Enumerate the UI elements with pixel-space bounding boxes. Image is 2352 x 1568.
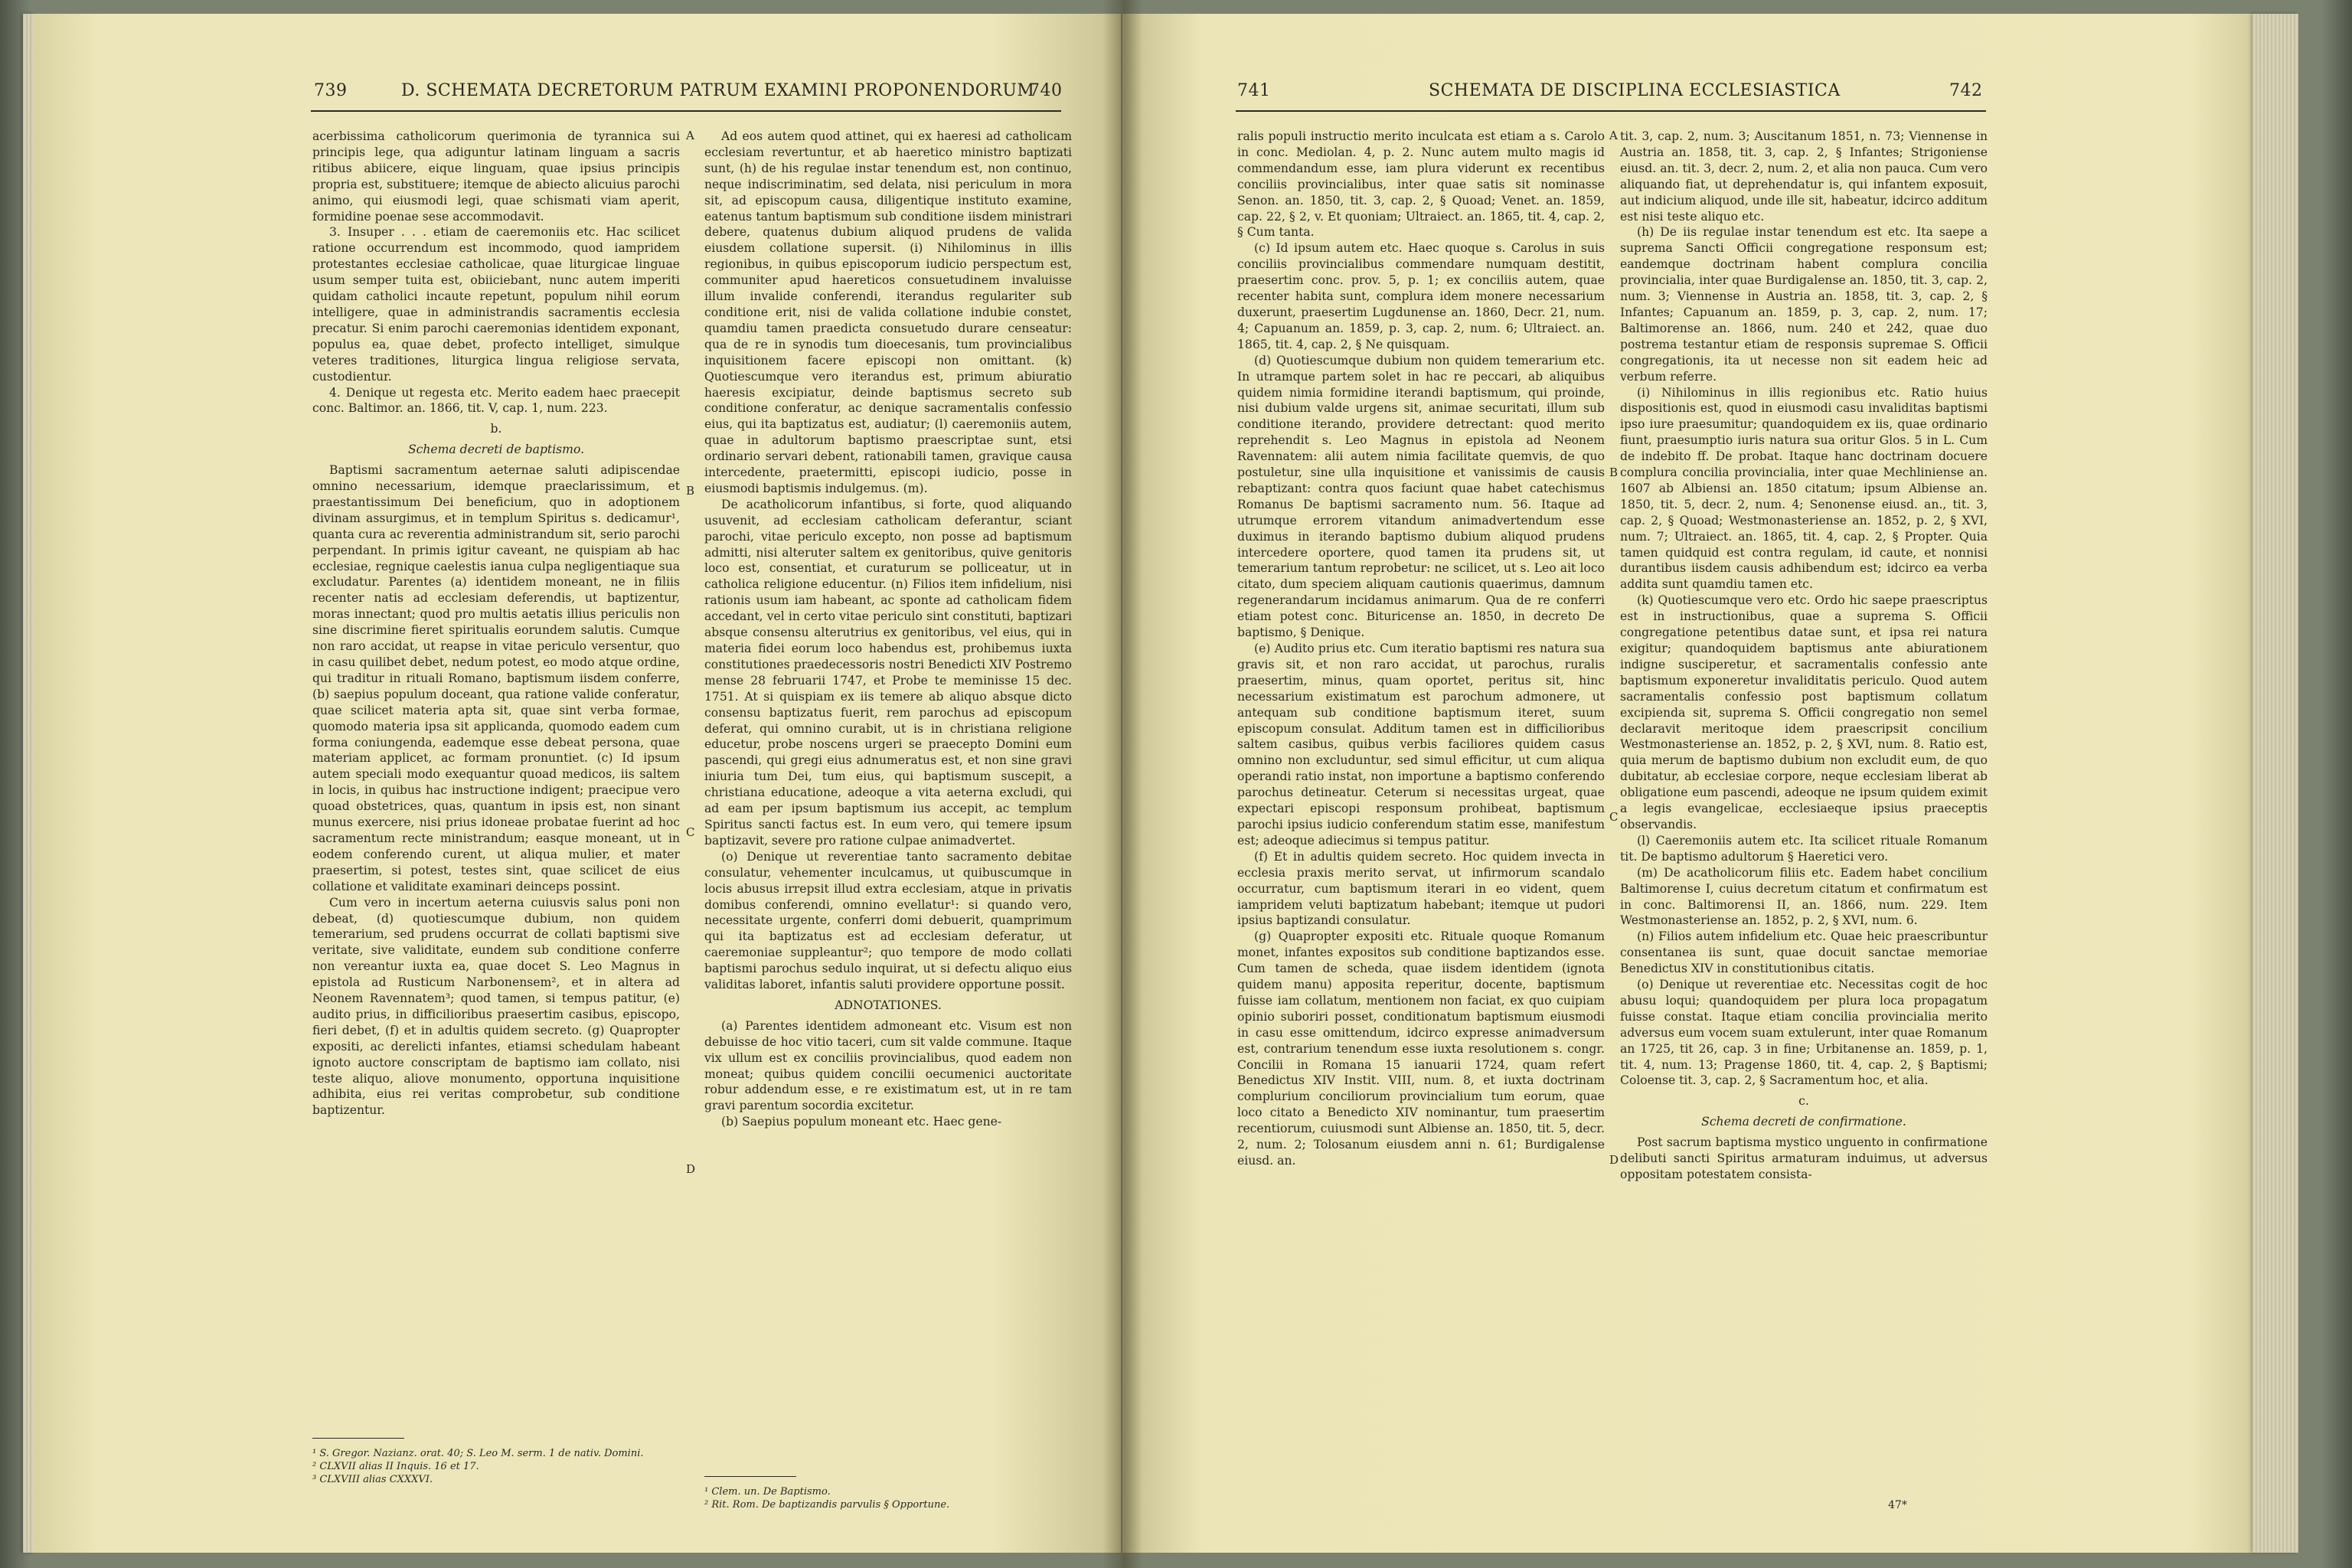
paragraph: Post sacrum baptisma mystico unguento in confirmatione delibuti sancti Spiritus armaturam induimus, ut adversus oppositam potestatem consista- (1620, 1135, 1988, 1181)
right-page-edges (2252, 14, 2298, 1553)
signature-mark: 47* (1888, 1499, 1907, 1511)
left-page-column-1 (312, 129, 680, 1119)
paragraph: (k) Quotiescumque vero etc. Ordo hic saepe praescriptus est in instructionibus, quae a suprema S. Officii congregatione petentibus datae sunt, et ipsa rei natura exigitur; quandoquidem baptismus ante abiurationem indigne susciperetur, et sacramentalis confessio ante baptismum exponeretur invaliditatis periculo. Quod autem sacramentalis confessio post baptismum collatum excipienda sit, suprema S. Officii congregatio non semel declaravit meritoque idem praescripsit concilium Westmonasteriense an. 1852, p. 2, § XVI, num. 8. Ratio est, quia merum de baptismo dubium non excludit eum, de quo dubitatur, ab ecclesiae corpore, neque ecclesiam liberat ab obligatione eum pascendi, adeoque ne ipsum quidem eximit a legis evangelicae, ecclesiaeque ipsius praeceptis observandis. (1620, 593, 1988, 831)
section-heading: ADNOTATIONES. (835, 998, 942, 1012)
paragraph: (g) Quapropter expositi etc. Rituale quoque Romanum monet, infantes expositos sub conditione baptizandos esse. Cum tamen de scheda, quae iisdem identidem (ignota quidem manu) apposita reperitur, docente, baptismum fuisse iam collatum, mentionem non faciat, ex quo cuipiam opinio suboriri posset, conditionatum baptismum eiusmodi in casu esse omittendum, idcirco expresse animadversum est, contrarium tenendum esse iuxta resolutionem s. congr. Concilii in Romana 15 ianuarii 1724, quam refert Benedictus XIV Instit. VIII, num. 8, et iuxta doctrinam complurium conciliorum provincialium tum eorum, quae loco citato a Benedicto XIV nominantur, tum praesertim recentiorum, cuiusmodi sunt Albiense an. 1850, tit. 5, decr. 2, num. 2; Tolosanum eiusdem anni n. 61; Burdigalense eiusd. an. (1237, 929, 1605, 1168)
right-page-running-title: SCHEMATA DE DISCIPLINA ECCLESIASTICA (1429, 81, 1841, 100)
right-page-column-number: 742 (1949, 81, 1983, 100)
paragraph: Baptismi sacramentum aeternae saluti adipiscendae omnino necessarium, idemque praeclarissimum, et praestantissimum Dei beneficium, quo in adoptionem divinam assurgimus, et in templum Spiritus s. dedicamur¹, quanta cura ac reverentia administrandum sit, serio parochi perpendant. In primis igitur caveant, ne quispiam ab hac ecclesiae, regnique caelestis ianua culpa negligentiaque sua excludatur. Parentes (a) identidem moneant, ne in filiis recenter natis ad ecclesiam deferendis, ut baptizentur, moras innectant; quod pro multis aetatis illius periculis non sine discrimine fieret spiritualis eorundem salutis. Cumque non raro accidat, ut reapse in vitae periculo versentur, quo in casu quilibet debet, nedum potest, eo modo atque ordine, qui traditur in rituali Romano, baptismum iisdem conferre, (b) saepius populum doceant, qua ratione valide conferatur, quae scilicet materia apta sit, quae sint verba formae, quomodo materia ipsa sit applicanda, quomodo eadem cum forma coniungenda, eademque esse debeat persona, quae materiam applicet, ac formam pronuntiet. (c) Id ipsum autem speciali modo exequantur quoad medicos, iis saltem in locis, in quibus hac instructione indigent; praecipue vero quoad obstetrices, quas, quantum in ipsis est, non sinant munus exercere, nisi prius idoneae probatae fuerint ad hoc sacramentum recte ministrandum; easque moneant, ut in eodem conferendo curent, ut aliqua mulier, et mater praesertim, si potest, testes sint, quae scilicet de eius collatione et validitate examinari deinceps possint. (312, 463, 680, 893)
right-page-number: 741 (1237, 81, 1271, 100)
footnotes-left (312, 1447, 680, 1486)
section-letter: b. (490, 422, 502, 436)
margin-letter: C (1609, 810, 1619, 824)
right-page-column-1 (1237, 129, 1605, 1169)
margin-letter: A (1609, 129, 1618, 142)
paragraph: 4. Denique ut regesta etc. Merito eadem haec praecepit conc. Baltimor. an. 1866, tit. V, cap. 1, num. 223. (312, 385, 680, 416)
book-gutter (1102, 0, 1142, 1568)
margin-letter: A (686, 129, 694, 142)
section-heading: Schema decreti de confirmatione. (1701, 1115, 1906, 1129)
paragraph: (h) De iis regulae instar tenendum est etc. Ita saepe a suprema Sancti Officii congregatione responsum est; eandemque doctrinam habent complura concilia provincialia, inter quae Burdigalense an. 1850, tit. 3, cap. 2, num. 3; Viennense in Austria an. 1858, tit. 3, cap. 2, § Infantes; Capuanum an. 1859, p. 3, cap. 2, num. 17; Baltimorense an. 1866, num. 240 et 242, quae duo postrema testantur etiam de responsis supremae S. Officii congregationis, ita ut necesse non sit eadem heic ad verbum referre. (1620, 225, 1988, 384)
footnote: ³ CLXVIII alias CXXXVI. (312, 1474, 433, 1485)
paragraph: Cum vero in incertum aeterna cuiusvis salus poni non debeat, (d) quotiescumque dubium, non quidem temerarium, sed prudens occurrat de collati baptismi sive veritate, sive validitate, eundem sub conditione conferre non vereantur iuxta ea, quae docet S. Leo Magnus in epistola ad Rusticum Narbonensem², et in altera ad Neonem Ravennatem³; quod tamen, si tempus patitur, (e) audito prius, in difficilioribus praesertim casibus, episcopo, fieri debet, (f) et in adultis quidem secreto. (g) Quapropter expositi, ac derelicti infantes, etiamsi schedulam habeant ignoto auctore conscriptam de baptismo iam collato, nisi teste aliquo, aliove monumento, opportuna inquisitione adhibita, eius rei veritas comprobetur, sub conditione baptizentur. (312, 895, 680, 1118)
header-rule (311, 110, 1061, 112)
footnote-rule (312, 1438, 404, 1439)
footnote: ¹ S. Gregor. Nazianz. orat. 40; S. Leo M. serm. 1 de nativ. Domini. (312, 1448, 644, 1459)
margin-letter: B (686, 484, 695, 498)
left-page (34, 14, 1121, 1553)
paragraph: (i) Nihilominus in illis regionibus etc. Ratio huius dispositionis est, quod in eiusmodi casu invaliditas baptismi ipso iure praesumitur; quandoquidem ex iis, quae ordinario fiunt, praesumptio iuris natura sua oritur Glos. 5 in L. Cum de indebito ff. De probat. Itaque hanc doctrinam docuere complura concilia provincialia, inter quae Mechliniense an. 1607 ab Albiensi an. 1850 citatum; ipsum Albiense an. 1850, tit. 5, decr. 2, num. 4; Senonense eiusd. an., tit. 3, cap. 2, § Quoad; Westmonasteriense an. 1852, p. 2, § XVI, num. 7; Ultraiect. an. 1865, tit. 4, cap. 2, § Propter. Quia tamen quidquid est contra regulam, id caute, et nonnisi durantibus iisdem causis adhibendum est; idcirco ea verba addita sunt quamdiu tamen etc. (1620, 385, 1988, 592)
margin-letter: D (1609, 1153, 1619, 1167)
paragraph: De acatholicorum infantibus, si forte, quod aliquando usuvenit, ad ecclesiam catholicam deferantur, sciant parochi, vitae periculo excepto, non posse ad baptismum admitti, nisi alteruter saltem ex genitoribus, quive genitoris loco est, consentiat, et curaturum se polliceatur, ut in catholica religione educentur. (n) Filios item infidelium, nisi rationis usum iam habeant, ac sponte ad catholicam fidem accedant, vel in certo vitae periculo sint constituti, baptizari absque consensu alterutrius ex genitoribus, vel eius, qui in materia fidei eorum loco habendus est, prohibemus iuxta constitutiones praedecessoris nostri Benedicti XIV Postremo mense 28 februarii 1747, et Probe te meminisse 15 dec. 1751. At si quispiam ex iis temere ab aliquo absque dicto consensu baptizatus fuerit, rem parochus ad episcopum deferat, qui omnino curabit, ut is in christiana religione educetur, probe noscens urgeri se praecepto Domini eum pascendi, qui gregi eius adnumeratus est, et non sine gravi iniuria tum Dei, tum eius, qui baptismum suscepit, a christiana educatione, adeoque a vita aeterna excludi, qui ad eam per ipsum baptismum ius accepit, ac templum Spiritus sancti factus est. In eum vero, qui temere ipsum baptizavit, severe pro ratione culpae animadvertet. (704, 497, 1072, 848)
paragraph: (c) Id ipsum autem etc. Haec quoque s. Carolus in suis conciliis provincialibus commendare numquam destitit, praesertim conc. prov. 5, p. 1; ex conciliis autem, quae recenter habita sunt, complura idem monere necessarium duxerunt, praesertim Lugdunense an. 1860, Decr. 21, num. 4; Capuanum an. 1859, p. 3, cap. 2, num. 6; Ultraiect. an. 1865, tit. 4, cap. 2, § Ne quisquam. (1237, 241, 1605, 351)
right-page (1122, 14, 2256, 1553)
left-page-column-number: 740 (1029, 81, 1063, 100)
paragraph: (a) Parentes identidem admoneant etc. Visum est non debuisse de hoc vitio taceri, cum sit valde commune. Itaque vix ullum est ex conciliis provincialibus, quod eadem non moneat; quibus quidem concilii oecumenici auctoritate robur addendum esse, e re existimatum est, ut in re tam gravi parentum socordia excitetur. (704, 1018, 1072, 1113)
left-page-column-2 (704, 129, 1072, 1130)
section-letter: c. (1798, 1094, 1809, 1109)
margin-letter: C (686, 825, 695, 839)
footnote: ¹ Clem. un. De Baptismo. (704, 1486, 831, 1498)
left-page-number: 739 (314, 81, 348, 100)
header-rule (1236, 110, 1986, 112)
paragraph: (f) Et in adultis quidem secreto. Hoc quidem invecta in ecclesia praxis merito servat, ut infirmorum scandalo occurratur, cum baptismum iterari in eo vident, quem iampridem veluti baptizatum habebant; itemque ut pudori ipsius baptizandi consulatur. (1237, 849, 1605, 928)
paragraph: (n) Filios autem infidelium etc. Quae heic praescribuntur consentanea iis sunt, quae docuit sanctae memoriae Benedictus XIV in constitutionibus citatis. (1620, 929, 1988, 976)
left-page-running-title: D. SCHEMATA DECRETORUM PATRUM EXAMINI PROPONENDORUM (401, 81, 1035, 100)
paragraph: (e) Audito prius etc. Cum iteratio baptismi res natura sua gravis sit, et non raro accidat, ut parochus, ruralis praesertim, minus, quam oportet, peritus sit, hinc necessarium existimatum est parochum admonere, ut antequam sub conditione baptismum iteret, suum episcopum consulat. Additum tamen est in difficilioribus saltem casibus, quibus verbis faciliores quidem casus omnino non excluduntur, sed simul efficitur, ut cum aliqua operandi ratio instat, non importune a baptismo conferendo parochus detineatur. Ceterum si necessitas urgeat, quae expectari episcopi responsum prohibeat, baptismum parochi ipsius iudicio conferendum statim esse, manifestum est; adeoque adiecimus si tempus patitur. (1237, 642, 1605, 848)
paragraph: ralis populi instructio merito inculcata est etiam a s. Carolo in conc. Mediolan. 4, p. 2. Nunc autem multo magis id commendandum esse, iam plura viderunt ex recentibus conciliis provincialibus, inter quae satis sit nominasse Senon. an. 1850, tit. 3, cap. 2, § Quoad; Venet. an. 1859, cap. 22, § 2, v. Et quoniam; Ultraiect. an. 1865, tit. 4, cap. 2, § Cum tanta. (1237, 129, 1605, 240)
paragraph: Ad eos autem quod attinet, qui ex haeresi ad catholicam ecclesiam revertuntur, et ab haeretico ministro baptizati sunt, (h) de his regulae instar tenendum est, non continuo, neque indiscriminatim, sed delata, nisi periculum in mora sit, ad episcopum causa, diligentique instituto examine, eatenus tantum baptismum sub conditione iisdem ministrari debere, quatenus dubium aliquod prudens de valida eiusdem collatione supersit. (i) Nihilominus in illis regionibus, in quibus episcoporum iudicio perspectum est, communiter apud haereticos consuetudinem invaluisse illum invalide conferendi, iterandus regulariter sub conditione erit, nisi de valida collatione indubie constet, quamdiu tamen praedicta consuetudo durare censeatur: qua de re in synodis tum dioecesanis, tum provincialibus inquisitionem facere episcopi non omittant. (k) Quotiescumque vero iterandus est, primum abiuratio haeresis excipiatur, deinde baptismus secreto sub conditione conferatur, ac denique sacramentalis confessio eius, qui ita baptizatus est, audiatur; (l) caeremoniis autem, quae in adultorum baptismo praescriptae sunt, etsi ordinario servari debent, rationabili tamen, gravique causa intercedente, praetermitti, episcopi iudicio, posse in eiusmodi baptismis indulgemus. (m). (704, 129, 1072, 495)
paragraph: (o) Denique ut reverentiae tanto sacramento debitae consulatur, vehementer inculcamus, ut quibuscumque in locis abusus irrepsit illud extra ecclesiam, atque in privatis domibus conferendi, omnino evellatur¹: si quando vero, necessitate urgente, conferri domi debuerit, quamprimum qui ita baptizatus est ad ecclesiam deferatur, ut caeremoniae suppleantur²; quo tempore de modo collati baptismi parochus sedulo inquirat, ut si defectu aliquo eius validitas laboret, infantis saluti providere opportune possit. (704, 849, 1072, 992)
paragraph: tit. 3, cap. 2, num. 3; Auscitanum 1851, n. 73; Viennense in Austria an. 1858, tit. 3, cap. 2, § Infantes; Strigoniense eiusd. an. tit. 3, decr. 2, num. 2, et alia non pauca. Cum vero aliquando fiat, ut deprehendatur is, qui infantem exposuit, aut indicium aliquod, unde ille sit, habeatur, idcirco additum est nisi teste aliquo etc. (1620, 129, 1988, 224)
footnote: ² CLXVII alias II Inquis. 16 et 17. (312, 1461, 479, 1472)
footnote-rule (704, 1476, 796, 1477)
paragraph: acerbissima catholicorum querimonia de tyrannica sui principis lege, qua adiguntur latinam linguam a sacris ritibus abiicere, eique linguam, quae ipsius principis propria est, substituere; itemque de abiecto alicuius parochi animo, qui eiusmodi legi, quae schismati viam aperit, formidine poenae sese accommodavit. (312, 129, 680, 224)
paragraph: (l) Caeremoniis autem etc. Ita scilicet rituale Romanum tit. De baptismo adultorum § Haeretici vero. (1620, 833, 1988, 864)
section-heading: Schema decreti de baptismo. (407, 443, 585, 457)
footnote: ² Rit. Rom. De baptizandis parvulis § Opportune. (704, 1499, 950, 1511)
margin-letter: D (686, 1162, 696, 1176)
right-page-column-2 (1620, 129, 1988, 1183)
paragraph: (m) De acatholicorum filiis etc. Eadem habet concilium Baltimorense I, cuius decretum citatum et confirmatum est in conc. Baltimorensi II, an. 1866, num. 229. Item Westmonasteriense an. 1852, p. 2, § XVI, num. 6. (1620, 865, 1988, 928)
paragraph: (b) Saepius populum moneant etc. Haec gene- (721, 1115, 1002, 1129)
paragraph: (d) Quotiescumque dubium non quidem temerarium etc. In utramque partem solet in hac re peccari, ab aliquibus quidem nimia formidine iterandi baptismum, qui proinde, nisi dubium valde urgens sit, animae securitati, illum sub conditione iterando, providere detrectant: quod merito reprehendit s. Leo Magnus in epistola ad Neonem Ravennatem: alii autem nimia facilitate quemvis, de quo postuletur, sine ulla inquisitione et vanissimis de causis rebaptizant: contra quos faciunt quae habet catechismus Romanus De baptismi sacramento num. 56. Itaque ad utrumque errorem vitandum animadvertendum esse duximus in iterando baptismo dubium aliquod prudens intercedere oportere, quod tamen ita prudens sit, ut temerarium tantum reprobetur: ne scilicet, ut s. Leo ait loco citato, dum speciem aliquam cautionis quaerimus, damnum regenerandarum incidamus animarum. Qua de re conferri etiam potest conc. Bituricense an. 1850, in decreto De baptismo, § Denique. (1237, 353, 1605, 640)
margin-letter: B (1609, 466, 1619, 479)
paragraph: (o) Denique ut reverentiae etc. Necessitas cogit de hoc abusu loqui; quandoquidem per plura loca propagatum fuisse constat. Itaque etiam concilia provincialia merito adversus eum vocem suam extulerunt, inter quae Romanum an 1725, tit 26, cap. 3 in fine; Urbitanense an. 1859, p. 1, tit. 4, num. 13; Pragense 1860, tit. 4, cap. 2, § Baptismi; Coloense tit. 3, cap. 2, § Sacramentum hoc, et alia. (1620, 978, 1988, 1088)
footnotes-right (704, 1485, 1072, 1511)
paragraph: 3. Insuper . . . etiam de caeremoniis etc. Hac scilicet ratione occurrendum est incommodo, quod iampridem protestantes ecclesiae catholicae, quae liturgicae linguae usum semper tuita est, obiiciebant, nunc autem imperiti quidam catholici incaute repetunt, populum nihil eorum intelligere, quae in administrandis sacramentis ecclesia precatur. Si enim parochi caeremonias identidem exponant, populus ea, quae debet, profecto intelliget, simulque veteres traditiones, liturgica lingua religiose servata, custodientur. (312, 225, 680, 384)
